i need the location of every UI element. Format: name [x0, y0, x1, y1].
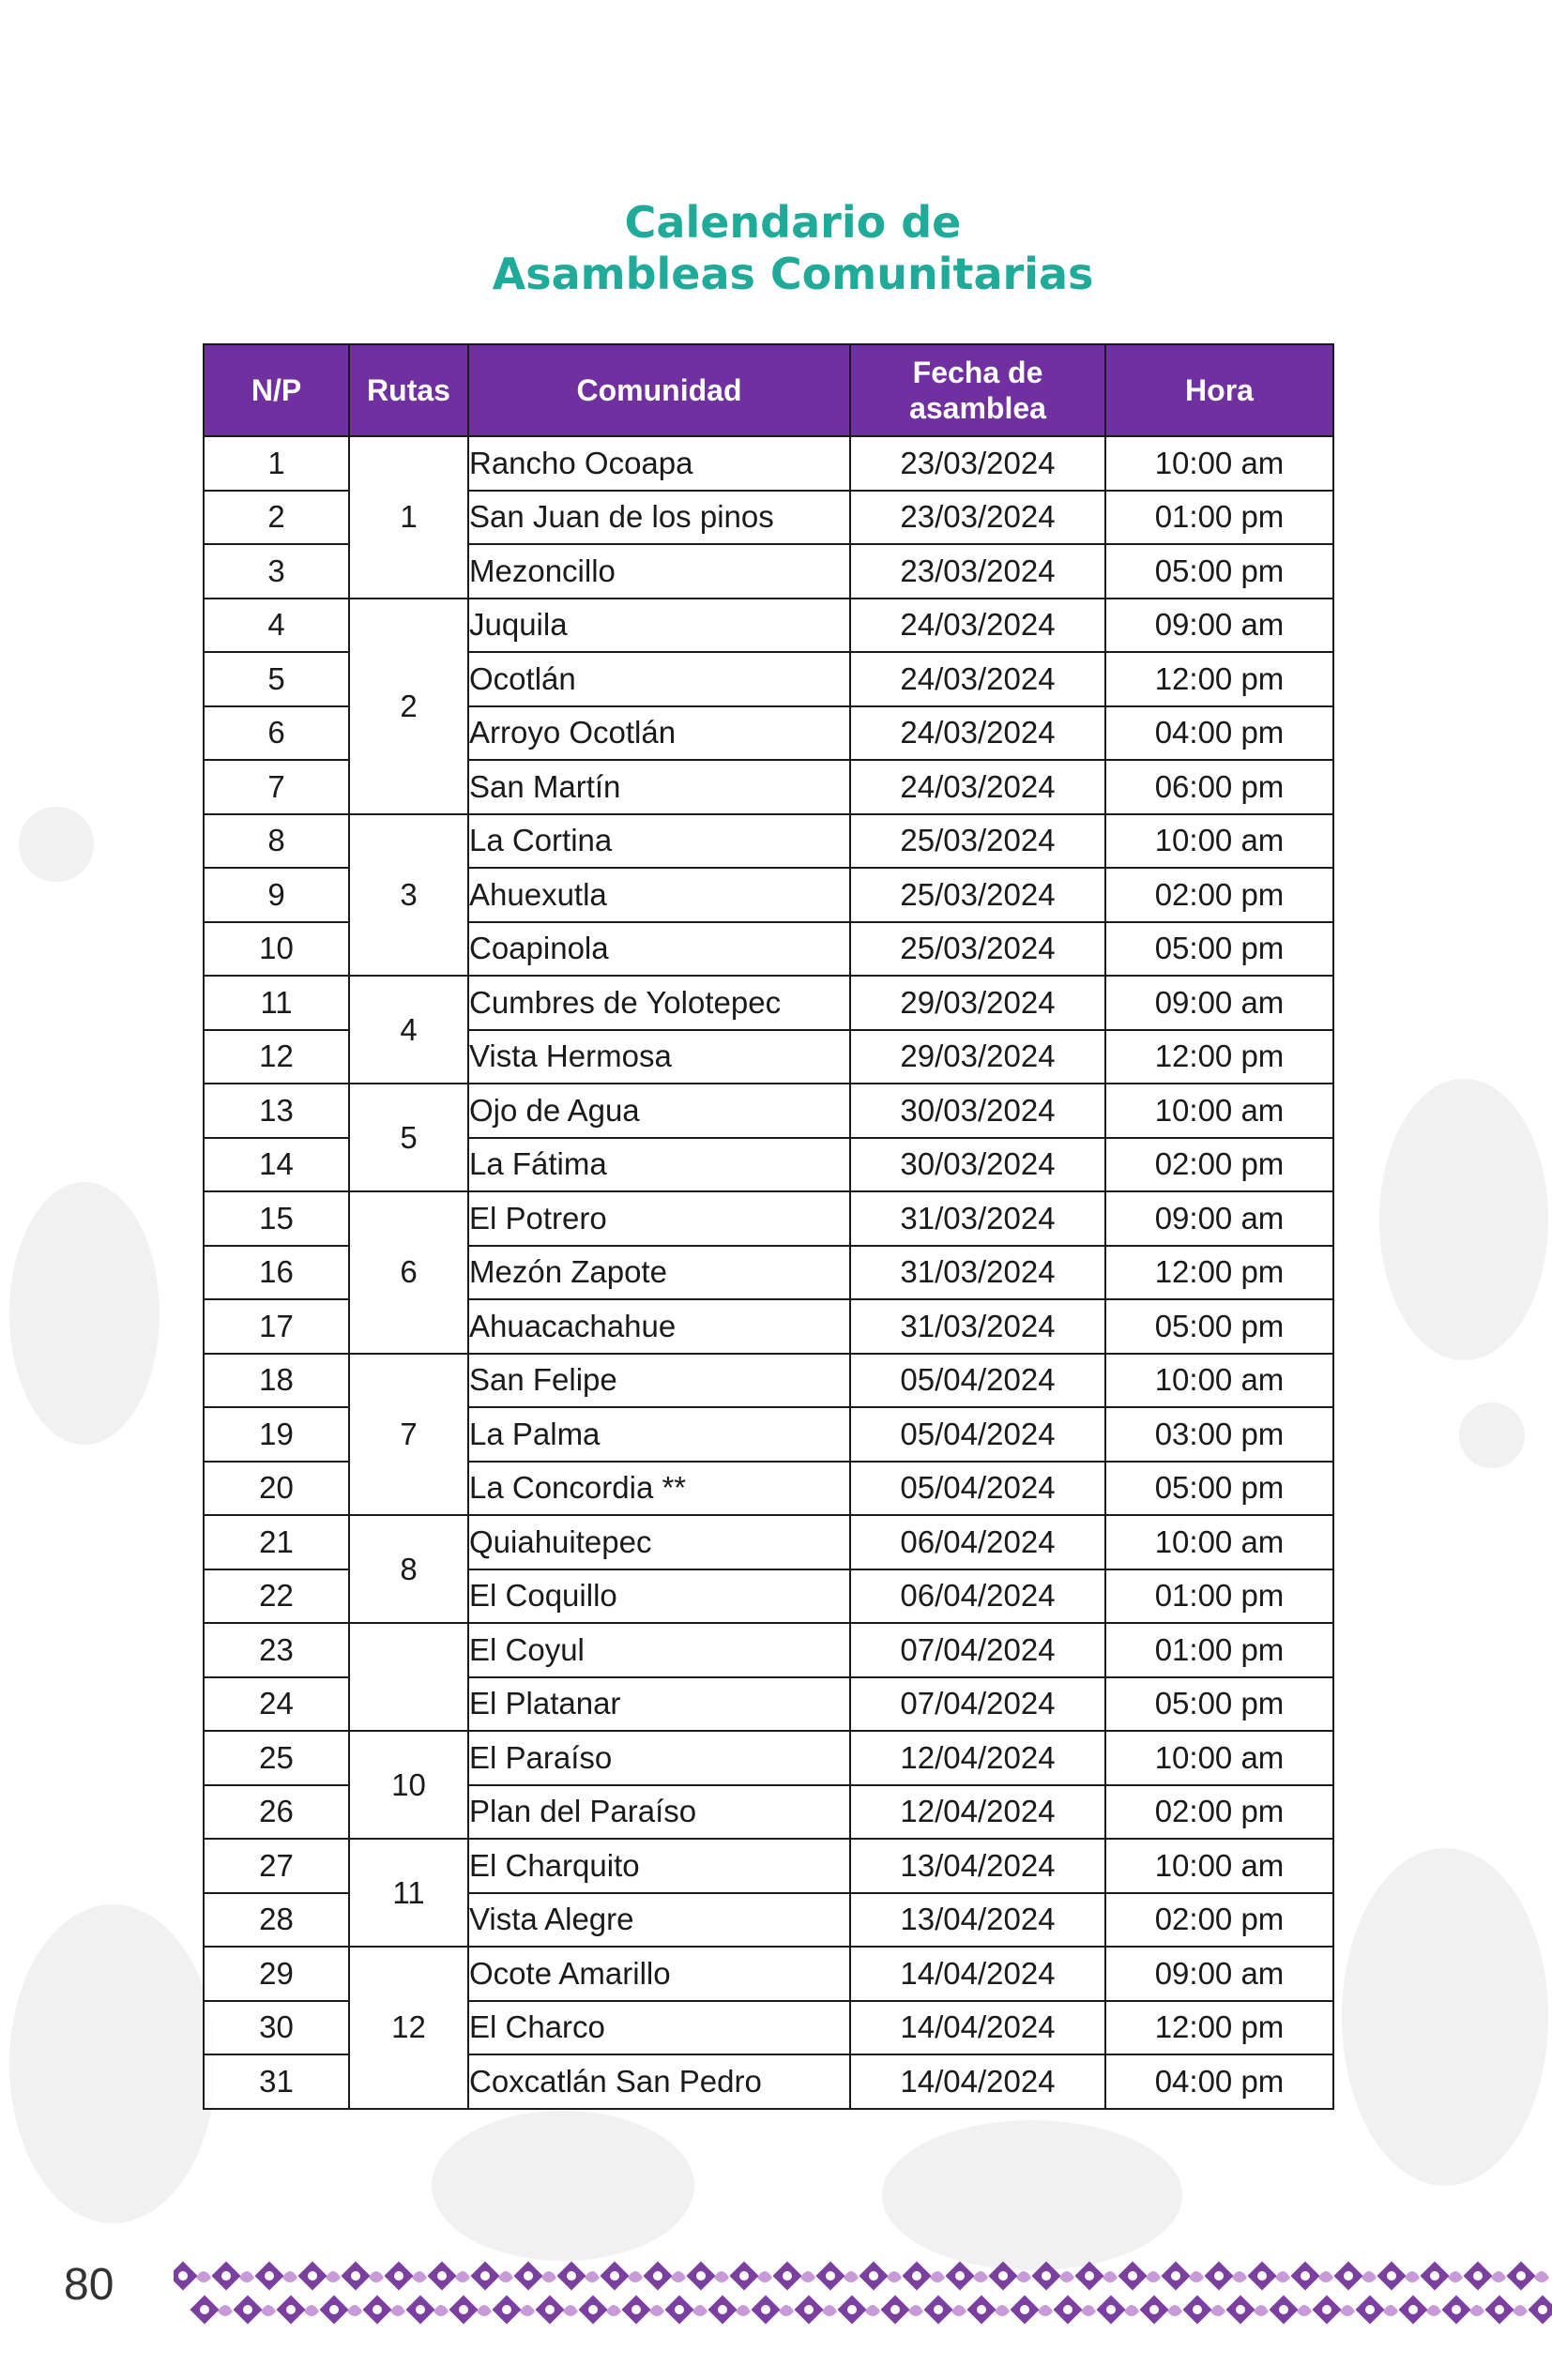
embroidery-flower-icon: [815, 2261, 859, 2290]
cell-np: 15: [204, 1191, 349, 1246]
embroidery-flower-icon: [470, 2261, 513, 2290]
cell-comunidad: Coxcatlán San Pedro: [468, 2054, 850, 2109]
cell-comunidad: Juquila: [468, 599, 850, 653]
table-row: [204, 814, 1333, 869]
header-np: N/P: [204, 344, 349, 436]
cell-comunidad: San Felipe: [468, 1354, 850, 1408]
cell-np: 30: [204, 2001, 349, 2055]
cell-comunidad: Arroyo Ocotlán: [468, 706, 850, 761]
embroidery-flower-icon: [1139, 2295, 1182, 2324]
cell-hora: 03:00 pm: [1105, 1407, 1333, 1462]
cell-np: 27: [204, 1839, 349, 1893]
embroidery-flower-icon: [1377, 2261, 1420, 2290]
cell-np: 11: [204, 976, 349, 1030]
embroidery-flower-icon: [556, 2261, 600, 2290]
table-row: [204, 1191, 1333, 1246]
embroidery-flower-icon: [1010, 2295, 1053, 2324]
embroidery-flower-icon: [945, 2261, 988, 2290]
embroidery-flower-icon: [600, 2261, 643, 2290]
embroidery-flower-icon: [1247, 2261, 1290, 2290]
cell-ruta: 4: [349, 976, 468, 1084]
cell-fecha: 23/03/2024: [850, 491, 1105, 545]
cell-ruta: 10: [349, 1731, 468, 1839]
embroidery-flower-icon: [319, 2295, 362, 2324]
embroidery-flower-icon: [492, 2295, 535, 2324]
embroidery-flower-icon: [254, 2261, 297, 2290]
header-comunidad: Comunidad: [468, 344, 850, 436]
cell-comunidad: Plan del Paraíso: [468, 1785, 850, 1840]
embroidery-flower-icon: [1031, 2261, 1074, 2290]
cell-ruta: 6: [349, 1191, 468, 1354]
cell-np: 13: [204, 1084, 349, 1138]
cell-hora: 09:00 am: [1105, 1191, 1333, 1246]
embroidery-flower-icon: [686, 2261, 729, 2290]
cell-hora: 01:00 pm: [1105, 1569, 1333, 1624]
embroidery-flower-icon: [535, 2295, 578, 2324]
cell-np: 5: [204, 652, 349, 706]
cell-np: 6: [204, 706, 349, 761]
cell-fecha: 12/04/2024: [850, 1785, 1105, 1840]
cell-np: 20: [204, 1462, 349, 1516]
cell-comunidad: La Fátima: [468, 1138, 850, 1192]
cell-np: 16: [204, 1246, 349, 1300]
cell-ruta: 1: [349, 436, 468, 599]
cell-fecha: 29/03/2024: [850, 976, 1105, 1030]
cell-comunidad: El Paraíso: [468, 1731, 850, 1785]
cell-hora: 02:00 pm: [1105, 868, 1333, 922]
table-row: [204, 1731, 1333, 1785]
embroidery-flower-icon: [664, 2295, 708, 2324]
cell-fecha: 07/04/2024: [850, 1677, 1105, 1732]
decorative-embroidery-band: [174, 2251, 1552, 2336]
cell-fecha: 24/03/2024: [850, 599, 1105, 653]
cell-comunidad: San Martín: [468, 760, 850, 814]
cell-comunidad: Quiahuitepec: [468, 1515, 850, 1569]
cell-hora: 05:00 pm: [1105, 544, 1333, 599]
cell-comunidad: Cumbres de Yolotepec: [468, 976, 850, 1030]
cell-np: 3: [204, 544, 349, 599]
cell-comunidad: El Coyul: [468, 1623, 850, 1677]
cell-ruta: 12: [349, 1947, 468, 2109]
embroidery-flower-icon: [1290, 2261, 1333, 2290]
cell-ruta: 2: [349, 599, 468, 814]
embroidery-flower-icon: [384, 2261, 427, 2290]
cell-hora: 01:00 pm: [1105, 1623, 1333, 1677]
cell-fecha: 31/03/2024: [850, 1191, 1105, 1246]
table-body: [204, 436, 1333, 2109]
header-rutas: Rutas: [349, 344, 468, 436]
cell-comunidad: San Juan de los pinos: [468, 491, 850, 545]
cell-fecha: 14/04/2024: [850, 2001, 1105, 2055]
cell-fecha: 05/04/2024: [850, 1407, 1105, 1462]
table-row: [204, 1084, 1333, 1138]
embroidery-flower-icon: [190, 2295, 233, 2324]
header-hora: Hora: [1105, 344, 1333, 436]
cell-comunidad: El Platanar: [468, 1677, 850, 1732]
cell-np: 31: [204, 2054, 349, 2109]
cell-hora: 02:00 pm: [1105, 1893, 1333, 1948]
cell-hora: 10:00 am: [1105, 1354, 1333, 1408]
table-row: [204, 1623, 1333, 1677]
cell-np: 12: [204, 1030, 349, 1084]
cell-hora: 10:00 am: [1105, 814, 1333, 869]
embroidery-flower-icon: [211, 2261, 254, 2290]
cell-fecha: 13/04/2024: [850, 1893, 1105, 1948]
cell-np: 19: [204, 1407, 349, 1462]
cell-hora: 10:00 am: [1105, 436, 1333, 491]
cell-hora: 10:00 am: [1105, 1084, 1333, 1138]
cell-fecha: 06/04/2024: [850, 1515, 1105, 1569]
embroidery-flower-icon: [643, 2261, 686, 2290]
header-fecha-line-2: asamblea: [909, 391, 1046, 425]
cell-fecha: 05/04/2024: [850, 1354, 1105, 1408]
embroidery-flower-icon: [902, 2261, 945, 2290]
cell-comunidad: Rancho Ocoapa: [468, 436, 850, 491]
embroidery-flower-icon: [1441, 2295, 1484, 2324]
cell-fecha: 07/04/2024: [850, 1623, 1105, 1677]
embroidery-flower-icon: [578, 2295, 621, 2324]
cell-hora: 05:00 pm: [1105, 1299, 1333, 1354]
cell-ruta: 3: [349, 814, 468, 977]
cell-fecha: 25/03/2024: [850, 814, 1105, 869]
table-row: [204, 1515, 1333, 1569]
cell-np: 24: [204, 1677, 349, 1732]
cell-hora: 05:00 pm: [1105, 1462, 1333, 1516]
embroidery-flower-icon: [1053, 2295, 1096, 2324]
cell-comunidad: El Coquillo: [468, 1569, 850, 1624]
cell-np: 29: [204, 1947, 349, 2001]
embroidery-flower-icon: [923, 2295, 966, 2324]
embroidery-flower-icon: [1269, 2295, 1312, 2324]
cell-np: 1: [204, 436, 349, 491]
header-fecha-line-1: Fecha de: [912, 356, 1043, 389]
embroidery-flower-icon: [1333, 2261, 1377, 2290]
cell-np: 14: [204, 1138, 349, 1192]
cell-np: 28: [204, 1893, 349, 1948]
cell-fecha: 25/03/2024: [850, 868, 1105, 922]
cell-hora: 09:00 am: [1105, 599, 1333, 653]
embroidery-flower-icon: [1225, 2295, 1269, 2324]
page-number: 80: [64, 2260, 114, 2310]
cell-fecha: 29/03/2024: [850, 1030, 1105, 1084]
cell-hora: 05:00 pm: [1105, 922, 1333, 977]
cell-hora: 04:00 pm: [1105, 2054, 1333, 2109]
cell-np: 18: [204, 1354, 349, 1408]
cell-np: 25: [204, 1731, 349, 1785]
embroidery-flower-icon: [794, 2295, 837, 2324]
embroidery-flower-icon: [708, 2295, 751, 2324]
cell-hora: 12:00 pm: [1105, 2001, 1333, 2055]
cell-fecha: 30/03/2024: [850, 1138, 1105, 1192]
embroidery-flower-icon: [427, 2261, 470, 2290]
embroidery-flower-icon: [1074, 2261, 1118, 2290]
embroidery-flower-icon: [276, 2295, 319, 2324]
embroidery-flower-icon: [729, 2261, 772, 2290]
cell-np: 23: [204, 1623, 349, 1677]
embroidery-flower-icon: [449, 2295, 492, 2324]
table-row: [204, 436, 1333, 491]
cell-comunidad: Mezoncillo: [468, 544, 850, 599]
title-line-2: Asambleas Comunitarias: [492, 249, 1094, 299]
embroidery-flower-icon: [1204, 2261, 1247, 2290]
embroidery-flower-icon: [1398, 2295, 1441, 2324]
cell-comunidad: Vista Alegre: [468, 1893, 850, 1948]
cell-hora: 12:00 pm: [1105, 652, 1333, 706]
embroidery-flower-icon: [297, 2261, 341, 2290]
embroidery-flower-icon: [233, 2295, 276, 2324]
embroidery-flower-icon: [1355, 2295, 1398, 2324]
cell-fecha: 06/04/2024: [850, 1569, 1105, 1624]
cell-hora: 04:00 pm: [1105, 706, 1333, 761]
cell-hora: 01:00 pm: [1105, 491, 1333, 545]
cell-hora: 10:00 am: [1105, 1515, 1333, 1569]
embroidery-flower-icon: [772, 2261, 815, 2290]
cell-fecha: 23/03/2024: [850, 436, 1105, 491]
cell-comunidad: Ahuexutla: [468, 868, 850, 922]
embroidery-flower-icon: [513, 2261, 556, 2290]
cell-hora: 02:00 pm: [1105, 1138, 1333, 1192]
cell-fecha: 25/03/2024: [850, 922, 1105, 977]
cell-np: 8: [204, 814, 349, 869]
cell-fecha: 12/04/2024: [850, 1731, 1105, 1785]
cell-ruta: 5: [349, 1084, 468, 1191]
cell-np: 4: [204, 599, 349, 653]
cell-fecha: 23/03/2024: [850, 544, 1105, 599]
cell-hora: 12:00 pm: [1105, 1246, 1333, 1300]
embroidery-flower-icon: [751, 2295, 794, 2324]
embroidery-flower-icon: [621, 2295, 664, 2324]
cell-comunidad: El Charco: [468, 2001, 850, 2055]
cell-fecha: 24/03/2024: [850, 706, 1105, 761]
table-row: [204, 976, 1333, 1030]
header-fecha: [850, 344, 1105, 436]
page-title: [0, 197, 1552, 300]
table-row: [204, 599, 1333, 653]
cell-fecha: 24/03/2024: [850, 760, 1105, 814]
cell-comunidad: El Potrero: [468, 1191, 850, 1246]
embroidery-flower-icon: [988, 2261, 1031, 2290]
assembly-calendar-table: [203, 343, 1334, 2110]
cell-np: 21: [204, 1515, 349, 1569]
cell-comunidad: Ojo de Agua: [468, 1084, 850, 1138]
cell-hora: 09:00 am: [1105, 976, 1333, 1030]
cell-comunidad: Coapinola: [468, 922, 850, 977]
table-row: [204, 1839, 1333, 1893]
cell-comunidad: Ocotlán: [468, 652, 850, 706]
cell-fecha: 31/03/2024: [850, 1246, 1105, 1300]
cell-hora: 05:00 pm: [1105, 1677, 1333, 1732]
cell-np: 9: [204, 868, 349, 922]
cell-fecha: 30/03/2024: [850, 1084, 1105, 1138]
cell-fecha: 31/03/2024: [850, 1299, 1105, 1354]
embroidery-flower-icon: [1161, 2261, 1204, 2290]
cell-comunidad: Mezón Zapote: [468, 1246, 850, 1300]
embroidery-flower-icon: [859, 2261, 902, 2290]
embroidery-flower-icon: [966, 2295, 1010, 2324]
embroidery-flower-icon: [1528, 2295, 1552, 2324]
cell-comunidad: Ocote Amarillo: [468, 1947, 850, 2001]
embroidery-flower-icon: [1506, 2261, 1549, 2290]
cell-comunidad: La Palma: [468, 1407, 850, 1462]
embroidery-flower-icon: [362, 2295, 405, 2324]
cell-fecha: 14/04/2024: [850, 2054, 1105, 2109]
cell-hora: 02:00 pm: [1105, 1785, 1333, 1840]
cell-hora: 06:00 pm: [1105, 760, 1333, 814]
cell-comunidad: Vista Hermosa: [468, 1030, 850, 1084]
embroidery-flower-icon: [837, 2295, 880, 2324]
cell-comunidad: La Cortina: [468, 814, 850, 869]
table-header-row: [204, 344, 1333, 436]
cell-fecha: 13/04/2024: [850, 1839, 1105, 1893]
embroidery-flower-icon: [1312, 2295, 1355, 2324]
cell-comunidad: El Charquito: [468, 1839, 850, 1893]
embroidery-flower-icon: [1420, 2261, 1463, 2290]
cell-ruta: 8: [349, 1515, 468, 1623]
cell-hora: 09:00 am: [1105, 1947, 1333, 2001]
cell-ruta: 7: [349, 1354, 468, 1516]
cell-fecha: 24/03/2024: [850, 652, 1105, 706]
table-row: [204, 1947, 1333, 2001]
cell-hora: 10:00 am: [1105, 1731, 1333, 1785]
embroidery-flower-icon: [174, 2261, 211, 2290]
table-row: [204, 1354, 1333, 1408]
title-line-1: Calendario de: [624, 197, 962, 248]
cell-np: 22: [204, 1569, 349, 1624]
embroidery-flower-icon: [1118, 2261, 1161, 2290]
cell-np: 26: [204, 1785, 349, 1840]
cell-ruta: [349, 1623, 468, 1731]
embroidery-flower-icon: [1484, 2295, 1528, 2324]
cell-comunidad: Ahuacachahue: [468, 1299, 850, 1354]
embroidery-flower-icon: [880, 2295, 923, 2324]
embroidery-flower-icon: [1463, 2261, 1506, 2290]
cell-np: 10: [204, 922, 349, 977]
embroidery-flower-icon: [1182, 2295, 1225, 2324]
cell-comunidad: La Concordia **: [468, 1462, 850, 1516]
cell-ruta: 11: [349, 1839, 468, 1947]
embroidery-flower-icon: [341, 2261, 384, 2290]
cell-np: 2: [204, 491, 349, 545]
cell-np: 7: [204, 760, 349, 814]
cell-fecha: 05/04/2024: [850, 1462, 1105, 1516]
embroidery-flower-icon: [1096, 2295, 1139, 2324]
cell-hora: 12:00 pm: [1105, 1030, 1333, 1084]
cell-fecha: 14/04/2024: [850, 1947, 1105, 2001]
embroidery-flower-icon: [405, 2295, 449, 2324]
cell-np: 17: [204, 1299, 349, 1354]
cell-hora: 10:00 am: [1105, 1839, 1333, 1893]
